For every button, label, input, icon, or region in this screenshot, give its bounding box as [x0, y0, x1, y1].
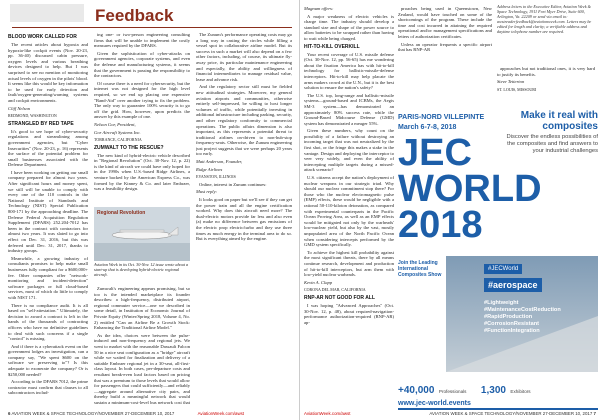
column-2-bottom: [94, 286, 190, 404]
letter-paragraph: Of course there is a need for cybersecurity, but the internet was not designed for the high level required, so we end up placing one expensive "Band-Aid" over another trying to fix the problem. The only way to guarantee 100% security is to go off the grid. How, however, upon predicts the answer by this example of one.: [94, 80, 190, 120]
letter-location: CORONA DEL MAR, CALIFORNIA: [304, 287, 366, 293]
letter-paragraph: Unless an operator frequents a specific airport that has RNP-AR: [398, 41, 492, 53]
section-title: Feedback: [95, 6, 174, 25]
ad-hashtag: #MaintenanceCostReduction: [484, 307, 561, 313]
ad-url-link[interactable]: www.jec-world.events: [398, 400, 471, 407]
column-6: [497, 66, 595, 100]
column-1: [8, 32, 88, 404]
column-3: [196, 32, 292, 404]
title-rule: [12, 27, 292, 28]
ad-stat-number: 1,300: [480, 385, 506, 396]
ad-stat-label: Exhibitors: [510, 389, 531, 394]
footer-link[interactable]: AviationWeek.com/awst: [197, 411, 245, 416]
letter-heading: STRANGLED BY RED TAPE: [8, 120, 74, 127]
letter-paragraph: Your recent coverage of U.S. missile defense (Oct. 30-Nov. 12, pp. 56-65) has me wondering about the fixation America has with hit-to-kill technology for ballistic-missile-defense interceptors. Hit-to-kill may help placate the arms makers crowd at the U.N., but it is the best solution to ensure the nation's safety?: [304, 51, 394, 91]
ad-hashtag-big: #aerospace: [484, 278, 542, 292]
letter-signature: Kevin A. Clapp: [304, 279, 333, 285]
ad-stats: [398, 380, 531, 398]
letter-paragraph: proaches being used in Queenstown, New Zealand, would have touched on some of the shortcomings of the program. These include the time and cost incurred in attaining the required operational and/or management specifications and letters of authorization certificates.: [398, 6, 492, 39]
letter-paragraph: The Zunum's performance operating costs may go a long way in casting the circles while filling a vessel spot in collaborative airline model. But its success in such a market will also depend on a few other factors, including, of course, its ultimate fly-away price, its particular maintenance engineering and especially, the ability and willingness of financial intermediaries to manage residual value, lease and advance risk.: [196, 32, 292, 82]
ad-stat-label: Professionals: [438, 389, 467, 394]
letter-paragraph: U.S. citizens accept the nation's deployment of nuclear weapons in our strategic triad. Why should our nuclear commitment stop there? For those who the nuclear electromagnetic pulse (EMP) effects, these would be negligible with a rational 50-110-kiloton detonation, as compared with experimental counterparts in the Pacific Ocean Proving Area, as well as an EMP effects would be mitigated not only by the warheads' low-nuclear yield, but also by the vast, mostly unpopulated area of the North Pacific Ocean when considering intercepts performed by the GMD system specifically.: [304, 175, 394, 248]
letter-paragraph: approaches but not traditional ones, it is very hard to justify its benefits.: [497, 66, 595, 77]
letter-heading: HIT-TO-KILL OVERKILL: [304, 43, 360, 50]
column-2-top: [94, 32, 190, 204]
letter-paragraph: ing one- or two-person engineering consulting firms that will be unable to implement the costly measures required by the DFARS.: [94, 32, 190, 49]
letter-location: TORRANCE, CALIFORNIA: [94, 137, 142, 143]
footer-publication: AVIATION WEEK & SPACE TECHNOLOGY/NOVEMBER 27-DECEMBER 10, 2017: [429, 411, 593, 416]
ad-hashtag: #Lightweight: [484, 300, 519, 306]
letter-paragraph: The new kind of hybrid-electric vehicle described in "Regional Revolution" (Oct. 30-Nov. 12, p. 22) is the kind of aircraft we could have only hoped for in the 1990s when U.S.-based Ridge Airlines, a venture backed by the American Express Co., was formed by the Kinney & Co. and later Embraer, was a feasibility design.: [94, 152, 190, 192]
right-footer: [304, 411, 596, 416]
sidebar-box: [10, 4, 84, 22]
ad-brand-jec: JEC: [398, 132, 472, 174]
aircraft-photo: [94, 207, 190, 261]
photo-title: Regional Revolution: [97, 210, 146, 216]
letter-paragraph: Given these numbers, why count on the possibility of a failure without destroying an incoming target that was not neutralized by the first shot, or the fringe this makes a stake in the vantage. Design and deploying the interceptor to veer very widely, and even the ability of intercepting multiple targets during a missed-attack scenario?: [304, 128, 394, 173]
page-number: 7: [593, 411, 596, 416]
column-5: [398, 6, 492, 96]
letter-paragraph: Zumwalt's engineering appears promising, but so too is the intended marketplace its founder describes: a high-frequency, distributed airport, regional commuter service—one we described in some detail, in Institution of Economic Journal of Private Equity (Winter/Spring 2018, Volume 4, No. 2) entitled "Can an Airline Be a Growth Stock: Enhancing the Traditional Airline Model.": [94, 286, 190, 331]
footer-link[interactable]: AviationWeek.com/awst: [304, 411, 351, 416]
online-commenter: Must reply:: [196, 189, 218, 195]
letter-paragraph: To achieve the highest kill probability against the most significant threats, there by all means continue research, development and production of hit-to-kill interceptors, but arm them with low-yield nuclear warheads.: [304, 249, 394, 278]
ad-dates: March 6-7-8, 2018: [398, 124, 457, 131]
ad-bottom-bar: [398, 408, 598, 410]
ad-brand-world: WORLD: [398, 168, 542, 210]
letter-location: ST. LOUIS, MISSOURI: [497, 86, 537, 92]
ad-join-text: Join the Leading International Composites Show: [398, 260, 442, 278]
letter-paragraph: I have been working on getting our small company prepared for almost two years. After significant hours and money spent, we still will be unable to comply with every one of the 110 controls in the National Institute of Standards and Technology (NIST) Special Publication 800-171 by the approaching deadline. The Defense Federal Acquisition Regulation Supplement (DFARS) 252.204-7012 has been in the contract with contractors for almost two years. It was slated to go into effect on Dec. 31, 2016, but this was deferred until Dec. 31, 2017, thanks to industry groups.: [8, 169, 88, 254]
letter-paragraph: Meanwhile, a growing industry of consultants promises to help make small businesses fully compliant for a $600,000+ fee. Other companies offer "network-monitoring and incident-detection" software packages or full cloud-based services, most of which do little to comply with NIST 171.: [8, 255, 88, 300]
letter-paragraph: And if there is a cyberattack event on the government lodges an investigation, can a company say, "We spent $600 on the software we preserving to"? Is this adequate to exonerate the company? Or is $250,000 needed?: [8, 343, 88, 377]
footer-publication: AVIATION WEEK & SPACE TECHNOLOGY/NOVEMBER 27-DECEMBER 10, 2017: [11, 411, 175, 416]
letter-paragraph: And the regulatory sector still must be fielded new attitudinal strategies. Moreover, my general aviation airports and communities, otherwise entirely self-impressed, be willing to host longer volumes of traffic, while potentially investing in additional infrastructure including parking, security, and other regulatory conformity to commercial operations. The public affairs dimension is also important, as this represents a potential threat to traditional airlines on-driven to non-hub-stop frequency-seats. Otherwise, the Zunum engineering just project suggests that we were perhaps 20 years too early.: [196, 84, 292, 157]
letter-signature: Steve Tetterton: [497, 79, 525, 85]
letter-heading: BLOOD WORK CALLED FOR: [8, 34, 77, 40]
letter-signature: Matt Anderson, Founder,: [196, 159, 243, 165]
left-footer: [8, 411, 244, 416]
ad-hashtag: #RapidProduction: [484, 314, 533, 320]
ad-hashtag-list: [484, 300, 561, 335]
online-commenter: Magnum offers:: [304, 6, 334, 11]
letter-paragraph: There is no compliance audit. It is all based on "self-attestation." Ultimately, the decision to award a contract is left in the hands of the thousands of contracting officers who have no definitive guidelines to deal with such concerns if a single "control" is missing.: [8, 302, 88, 342]
letter-paragraph: The U.S. top, long-range and ballistic-missile systems—ground-based and ICBMs, the Aegis SM-3 system—has demonstrated an approximately 80% success rate, while the Ground-Based Midcourse Defense (GMD) system has demonstrated a meager 55%.: [304, 92, 394, 126]
ad-tagline: Make it real with composites: [520, 110, 598, 132]
ad-stat-number: +40,000: [398, 385, 435, 396]
letter-location: REDMOND, WASHINGTON: [8, 113, 57, 119]
letter-signature: Cliff Nelson: [8, 105, 31, 111]
ad-hashtag-pill: #JECWorld: [484, 264, 522, 274]
editor-address-note: Address letters to the Executive Editor, Aviation Week & Space Technology, 1911 Fort Myer Drive, Suite 600, Arlington, Va. 22209 or send via email to: awstreaderfeedback@aviationweek.com. Letters may be edited for length and clarity; a verifiable address and daytime telephone number are required.: [497, 4, 592, 34]
column-4: [304, 6, 394, 404]
letter-signature-company: Ridge Airlines: [196, 166, 223, 172]
page-number: 6: [8, 411, 11, 416]
letter-paragraph: I was hoping "Advanced Approaches" (Oct. 30-Nov. 12, p. 48), about required-navigation-performance authorization-required (RNP-AR) ap-: [304, 302, 394, 325]
photo-caption: Aviation Week in its Oct. 30-Nov. 12 issue wrote about a start-up that is developing hybrid-electric regional aircraft.: [94, 262, 189, 277]
letter-heading: ZUMWALT TO THE RESCUE?: [94, 144, 164, 151]
ad-hashtag: #FunctionIntegration: [484, 328, 540, 334]
jec-world-advertisement[interactable]: [398, 110, 598, 410]
letter-paragraph: A major weakness of electric vehicles is charge time. The industry should develop a standard size and shape of the power source to allow batteries to be swapped rather than having to wait while being charged.: [304, 13, 394, 41]
letter-paragraph: Online, interest in Zunum continues:: [199, 181, 267, 187]
ad-subtext: Discover the endless possibilities of the composites and find answers to your industrial challenges: [506, 134, 598, 154]
letter-paragraph: According to the DFARS 7012, the prime contractor must confirm that clauses to all subcontractors includ-: [8, 379, 88, 396]
ad-brand-year: 2018: [398, 204, 483, 246]
letter-paragraph: As the idea, choices were between the pulse-induced and non-frequency and regional jets. We went to market with the reasonable Dassault Falcon 50 in a nice seat configuration as a "bridge" aircraft while we waited for finalization and delivery of a suitable Embraer regional jet in a 30-seat, all-first-class layout. In both cases, per-departure costs and resultant break-even load factors based on pricing that was a premium to those levels that would allow for passengers that could sufficiently—and reliably—aggregate around alternative city pairs, and thereby build a meaningful network that would sustain a minimum-cost-level bus network cost that: [94, 332, 190, 404]
ad-hashtag: #CorrosionResistant: [484, 321, 540, 327]
letter-paragraph: Given the sophistication of cyber-attacks on government agencies, corporate systems, and even the defense and manufacturing systems, it seems that the government is passing the responsibility to the contractors.: [94, 50, 190, 79]
letter-paragraph: The recent articles about hypoxia and hypoxia-like cockpit events (Nov. 20-23, pp. 36-40) discussed cabin pressure, oxygen levels and various breathing devices designed to help. But I was surprised to see no mention of monitoring actual levels of oxygen in the pilots' blood. It seems like this would be key information to be used for early detection and fault/oxygen-generating/warning systems and cockpit environments.: [8, 42, 88, 103]
letter-heading: RNP-AR NOT GOOD FOR ALL: [304, 294, 375, 301]
letter-signature: Nelson Gor, President,: [94, 121, 136, 127]
letter-signature-company: Gor Aircraft Systems Inc.: [94, 129, 141, 135]
letter-paragraph: It's good to see hope of cyber-security regulations and streamlining among government agencies, but "Cyber Insecurities" (Nov. 20-23, p. 16) represents the surface of the potential problem for small businesses associated with the Defense Department.: [8, 128, 88, 168]
ad-location: PARIS-NORD VILLEPINTE: [398, 114, 485, 121]
letter-paragraph: It looks good on paper but we'll see if they can get the power train and all the engine certification worked. Why does this aircraft need more? The dual-electric motors provide far less and also even (a) make no difference between gas emissions of the electric prop electric/turbo and they use three times as much energy in the terminal area to do so. But is everything aimed by the engine.: [196, 197, 292, 242]
letter-location: EVANSTON, ILLINOIS: [196, 174, 236, 180]
